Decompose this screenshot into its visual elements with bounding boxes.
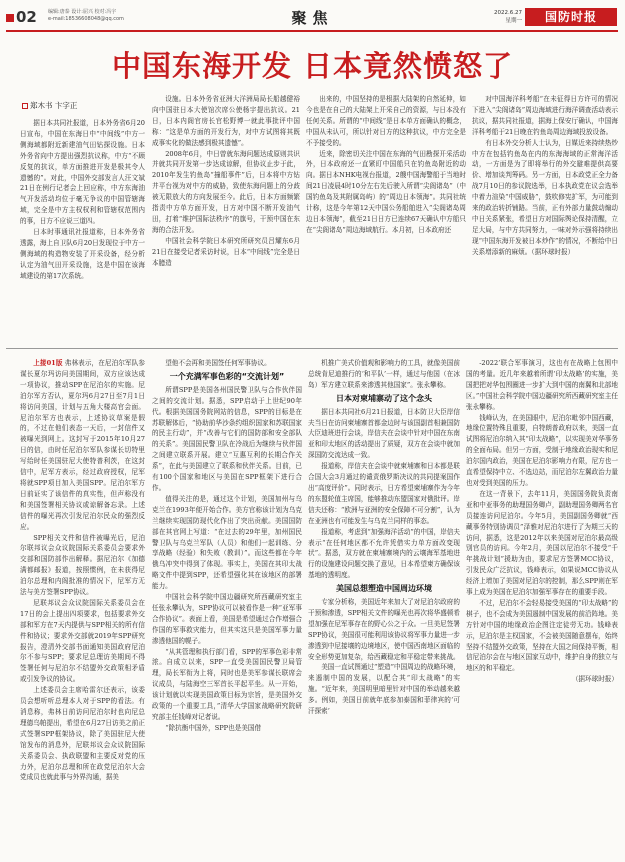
paragraph: 望他不会再和美国签任何军事协议。	[165, 359, 271, 367]
paragraph: SPP相关文件和信件被曝光后，尼泊尔联邦议会众议院国际关系委员会要求外交部和国防部作出解释。据尼泊尔《加德满都邮报》报道，按照惯例，在未获得尼泊尔总理和内阁批准的情况下，尼军方无法与美方签署SPP协议。	[20, 533, 145, 597]
paragraph: 中国社会科学院中国边疆研究所西藏研究室主任张永攀认为，SPP协议可以被看作是一种“亚军事合作协议”。表面上看，美国是希望通过合作增强合作国的军事救灾能力，但其实这只是美国军事力量渗透他国的幌子。	[152, 593, 302, 645]
paragraph: 值得关注的是，通过这个计划，美国加州与乌克兰在1993年便开始合作。美方官称该计划为乌克兰继续实现国防现代化作出了突出贡献。美国国防部在其官网上写道：“在过去的29年里，加州国民警卫队与乌克兰军队（人员）和他们一起训练、分享战略（经验）和失败（教训）”。而这些都在今年俄乌冲突中得到了体现。事实上，美国在其印太战略文件中提到SPP，还希望强化其在该地区的部署能力。	[152, 494, 302, 591]
header-rule	[6, 30, 618, 32]
paragraph: 报道称，岸信夫在会谈中就柬埔寨和日本都是联合国大会3月通过的谴责俄罗斯决议的共同提案国作出“高度评价”。同时表示，日方希望柬埔寨作为今年的东盟轮值主席国，能够推动东盟国家对俄批评。岸信夫还称：“欧洲与亚洲的安全保障不可分割”，认为在亚洲也有可能发生与乌克兰同样的事态。	[308, 462, 460, 525]
editor-email: e-mail:18536608048@qq.com	[48, 16, 124, 22]
byline	[22, 100, 77, 111]
newspaper-masthead-logo: 国防时报	[525, 8, 617, 26]
paragraph: 设施。日本外务省亚洲大洋洲局局长船越健裕向中国驻日本大使馆次席公使杨宇提出抗议。21日，日本内阁官房长官松野博一就此事批评中国称：“这是单方面的开发行为，对中方试图将其既成事实化的做法感到极其遗憾”。	[152, 95, 300, 147]
paragraph: 据日本共同社6月21日报道，日本防卫大臣岸信夫当日在访问柬埔寨首都金边时与该国副首相兼国防大臣迪班进行会谈，岸信夫在会谈中针对中国在东南亚和印太地区的活动提出了质疑，双方在会谈中就加深国防交流达成一致。	[308, 407, 460, 460]
paragraph: 所谓SPP是美国各州国民警卫队与合作伙伴国之间的交流计划。据悉，SPP启动于上世纪90年代。根据美国国务院网站的信息，SPP的目标是在苏联解体后，“协助前华沙条约组织国家和苏联国家的民主行动”，并“改善与它们的国防部和安全部队的关系”。美国国民警卫队在冷战后为继续与伙伴国之间建立联系开展。建立“互惠互利的长期合作关系”，在此与美国建立了联系和伙伴关系。目前，已有100个国家和地区与美国在SPP框架下进行合作。	[152, 385, 302, 492]
editor-line: 编辑:唐泰 设计:屈兴 校对:冯宇	[48, 9, 117, 15]
paragraph: -2022’联合军事演习，这也有在战略上包围中国的考量。近几年来越着所谓‘印太战略’的实施，美国把把对华包围圈进一步扩大到中国的南翼和北部地区。”中国社会科学院中国边疆研究所西藏研究室主任张永攀称。	[466, 359, 618, 411]
paragraph: 不过，尼泊尔不会轻易接受美国的“印太战略”的棋子，也不会成为美国遏制中国发展的前沿阵地。美方针对中国的地缘政治企图注定徒劳无功。钱峰表示，尼泊尔是主权国家，不会被美国随意摆布，始终坚持不结盟外交政策，坚持在大国之间保持平衡，相信尼泊尔会在与地区国家互动中，维护自身的独立与地区的和平稳定。	[466, 598, 618, 673]
continued-label: 上接01版	[33, 359, 63, 367]
byline-marker-icon	[22, 103, 28, 109]
paragraph: 机推广美式价值观和影响力的工具，就像美国前总统肯尼迪推行的‘和平队’一样，通过与他国（在冰岛）军方建立联系来渗透其他国家”。张永攀称。	[308, 359, 460, 389]
top-column-3	[306, 94, 466, 348]
issue-weekday: 星期一	[505, 18, 522, 24]
paragraph: 中国社会科学院日本研究所研究员吕耀东6月21日在接受记者采访时说，日本“中间线”完全是日本臆造	[152, 236, 300, 267]
section-divider	[6, 348, 618, 349]
paragraph: 出来的，中国坚持的是根据大陆架的自然延伸，如今也是在自己的大陆架上开采自己的资源，与日本没有任何关系。所谓的“中间线”是日本单方面确认的概念，中国从未认可，所以针对日方的这种抗议，中方完全是不予接受的。	[306, 95, 466, 147]
issue-date	[486, 9, 522, 25]
bottom-column-2	[152, 358, 302, 858]
issue-date-text: 2022.6.27	[494, 10, 522, 16]
headline: 中国东海开发 日本竟然愤怒了	[111, 49, 514, 83]
paragraph: 近来，除密切关注中国在东海的气田勘探开采活动外，日本政府还一直紧盯中国船只在钓鱼岛附近的动向。据日本NHK电视台报道，2艘中国海警船于当地时间21日凌晨4时10分左右先后驶入所谓“尖阁诸岛”（中国钓鱼岛及其附属岛屿）的“周边日本领海”。共同社统计称，这是今年第12天中国公务船舶进入“尖阁诸岛周边日本领海”，截至21日日方已连续67天确认中方船只在“尖阁诸岛”周边海域航行。本月初，日本政府还	[306, 149, 466, 234]
paragraph: 上述委员会主席哈雷尔还表示，该委员会想听听总理本人对于SPP的看法。有消息称，弗林日前访问尼泊尔时也向尼总理德乌帕提出，希望在6月27日访美之前正式签署SPP框架协议，除了美国驻尼大使馆发布的消息外，尼联邦议会众议院国际关系委员会、执政联盟和主要反对党的压力外，尼泊尔总理和所在政党尼泊尔大会党成员也就此事与外界沟通，据美	[20, 686, 145, 782]
paragraph: “从其管理和执行部门看，SPP的军事色彩非常浓。自成立以来，SPP一直受美国国民警卫局管理，局长军衔为上将，同时也是美军参谋长联席会议成员，与陆海空三军首长平起平坐。从一开始，该计划就以实现美国政策目标为宗旨，是美国外交政策的一个重要工具，”清华大学国家战略研究院研究部主任钱峰对记者说。	[152, 647, 302, 721]
paragraph: “除抗衡中国外，SPP也是美国借	[165, 723, 262, 732]
paragraph: 尼联邦议会众议院国际关系委员会在17日的会上提出四项要求，包括要求外交部和军方在7天内提供与SPP相关的所有信件和协议；要求外交部就2019年SPP研究报告，澄清外交部书面通知美国政府尼泊尔不参与SPP；要求尼总理访美期间不得签署任何与尼泊尔不结盟外交政策相矛盾或引发争议的协议。	[20, 598, 145, 684]
paragraph: 钱峰认为，在美国眼中，尼泊尔毗邻中国西藏，地缘位置特殊且重要，自特朗普政府以来，美国一直试图将尼泊尔纳入其“印太战略”，以实现美对华事务的全面布局。但另一方面，受制于地缘政治现实和尼泊尔国内政治，美国在尼泊尔影响力有限，尼方也一直希望保持中立、不选边站，而尼泊尔左翼政治力量也对受到美国的压力。	[466, 413, 618, 487]
paragraph: 在这一背景下，去年11月，美国国务院负责南亚和中亚事务的助理国务卿卢，副助理国务卿两名官员接连访问尼泊尔。今年5月，美国副国务卿就“西藏事务特别协调员”泽雅对尼泊尔进行了为期三天的访问，据悉，这是2012年以来美国对尼泊尔最高级别官员的访问。今年2月，美国以尼泊尔不接受“千年挑战计划”援助为由，要求尼方签署MCC协议，引发民众广泛抗议，钱峰表示，如果说MCC协议从经济上增加了美国对尼泊尔的控制，那么SPP则在军事上成为美国在尼泊尔加强军事存在的重要手段。	[466, 489, 618, 597]
paragraph: 据日本共同社报道，日本外务省6月20日宣布，中国在东海日中“中间线”中方一侧海域都附近新建油气田钻探设施。日本外务省向中方提出强烈抗议称，中方“不顾反复的抗议，单方面推进开发是极其令人遗憾的”。对此，中国外交部发言人汪文斌21日在例行记者会上回应称，中方东海油气开发活动均位于毫无争议的中国管辖海域，完全是中方主权权利和管辖权范围内的事，日方不应说三道四。	[20, 119, 145, 226]
paragraph: 报道称，考虑到“加强海洋活动”的中国，岸信夫表示“在任何地区都不允许凭借实力单方面改变现状”。据悉，双方就在柬埔寨境内的云壤海军基地进行的设施建设问题交换了意见，日本希望柬方确保该基地的透明度。	[308, 527, 460, 580]
paragraph: 日本时事通讯社报道称，日本外务省透露，海上自卫队6月20日发现位于中方一侧海域的构造物安装了开采设备，经分析认定为油气田开采设施，这是中国在该海域建设的第17次系统。	[20, 228, 145, 280]
section-title: 聚焦	[291, 9, 334, 27]
source-signature: （据环球时报）	[571, 675, 618, 684]
top-column-4	[472, 94, 618, 348]
bottom-column-3	[308, 358, 460, 858]
paragraph: 2008年6月，中日曾就东海问题达成原则共识并就共同开发第一步达成谅解，但协议止步于此，2010年发生钓鱼岛“撞船事件”后，日本将中方钻井平台视为对中方的威胁，致使东海问题上的分歧被无限放大的方向发展至今。此后，日本方面频繁指责中方单方面开发，日方对中国不断开发油气田，打着“维护国际法秩序”的旗号，干预中国在东海的合法开发。	[152, 149, 300, 234]
bottom-column-4	[466, 358, 618, 858]
subheading: 美国总想塑造中国周边环境	[336, 584, 432, 594]
page-header	[0, 0, 625, 32]
byline-text: 郑木书 卞字正	[30, 101, 78, 110]
paragraph	[20, 358, 145, 533]
paragraph: 对中国海洋科考船“在未征得日方许可的情况下进入“尖阁诸岛”周边海域进行海洋调查活动表示抗议，据共同社报道，据海上保安厅确认，中国海洋科考船于21日晚在钓鱼岛周边海域投放设备。	[472, 95, 618, 136]
paragraph: 美国一直试图通过“塑造”中国周边的战略环境，来遏制中国的发展，以配合其“印太战略”的实施。“近年来，美国明里暗里针对中国的举动越来越多。例如，美国日前就年底参加泰国和菲律宾的‘可汗探索’	[308, 663, 460, 716]
top-column-1	[20, 118, 145, 346]
top-column-2	[152, 94, 300, 348]
subheading: 一个充满军事色彩的“交流计划”	[169, 371, 285, 381]
paragraph: 专家分析称，美国近年来加大了对尼泊尔政府的干预和渗透，SPP相关文件的曝光也再次将华盛顿希望加强在尼军事存在的野心公之于众。一旦美尼签署SPP协议，美国很可能利用该协议将军事力量进一步渗透到中尼接壤的边境地区，使中国西南地区面临的安全形势更加复杂，给西藏稳定和平稳定带来挑战。	[308, 598, 460, 661]
paragraph: 有日本外交分析人士认为，日媒近来持续热炒中方在包括钓鱼岛在内的东海海域的正常海洋活动，一方面是为了即将举行的外交避难提供高要价、增加谈判筹码。另一方面，日本政党正全力备战7月10日的参议院选举，日本执政党在议会选举中着力渲染“中国威胁”，鼓吹修宪扩军，为可能到来的政治转折铺路。当前，正有外部力量鼓动煽动中日关系紧张，希望日方对国际舆论保持清醒，立足大局，与中方共同努力，一味对外示强将持续出现“中国东海开发被日本炒作”的情况，不断给中日关系增添新的麻烦。（据环球时报）	[472, 138, 618, 256]
page-number-text: 02	[16, 8, 37, 26]
bottom-column-1	[20, 358, 145, 858]
paragraph-text: 弗林表示，在尼泊尔军队参谋长夏尔玛访问美国期间，双方应该达成一项协议，推动SPP在尼泊尔的实施。尼泊尔军方否认，夏尔玛6月27日至7月1日将访问美国，计划与五角大楼高官会面。尼泊尔军方也表示，上述协议草案是假的，不过在他们表态一天后，一封信件又被曝光到网上。这封写于2015年10月27日的信，由时任尼泊尔军队参谋长切特里写给时任美国驻尼大使特普利茨，在这封信中，尼军方表示，经过政府授权，尼军将就SPP项目加入美国SPP。尼泊尔军方日前证实了该信件的真实性，但声称没有和美国签署相关协议或谅解备忘录。上述信件的曝光再次引发尼泊尔民众的强烈反应。	[20, 359, 145, 531]
subheading: 日本对柬埔寨动了这个念头	[336, 393, 432, 403]
